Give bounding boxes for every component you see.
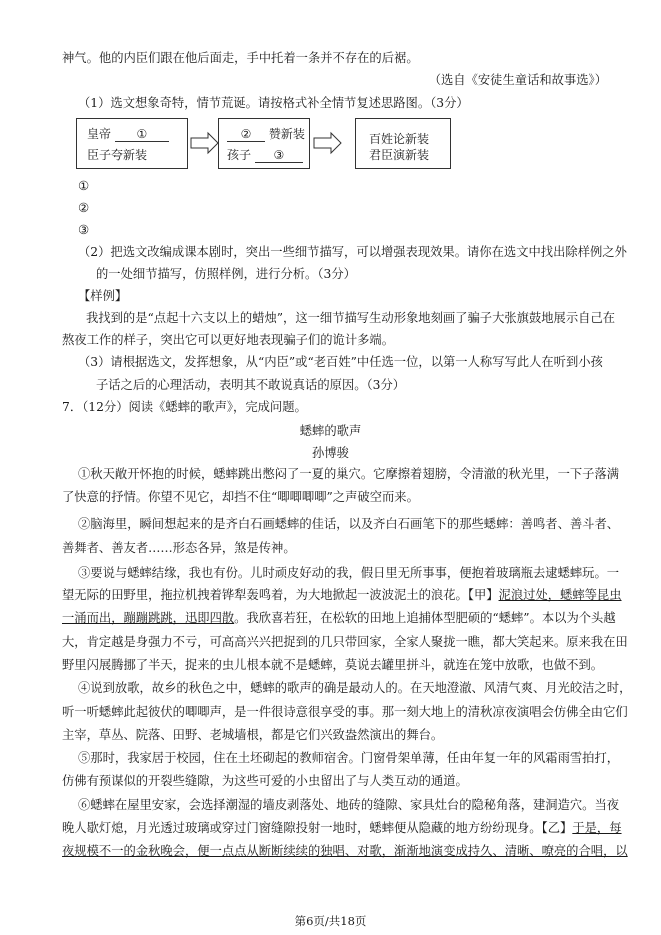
diagram-box-3	[355, 118, 451, 169]
underlined-sentence-jia-cont: 一涌而出，蹦蹦跳跳，迅即四散	[62, 611, 235, 625]
paragraph-3-line2	[62, 587, 622, 604]
arrow-icon	[313, 131, 343, 155]
box2-prefix: 孩子	[227, 148, 252, 162]
question-1: （1）选文想象奇特，情节荒诞。请按格式补全情节复述思路图。（3分）	[78, 96, 469, 110]
box3-line1: 百姓论新装	[369, 132, 430, 146]
box2-line1	[227, 125, 305, 142]
paragraph-3-text: 望无际的田野里，拖拉机拽着铧犁轰鸣着，为大地掀起一波波泥土的浪花。【甲】	[62, 588, 499, 602]
paragraph-6-line2	[62, 820, 622, 837]
arrow-icon	[190, 131, 220, 155]
paragraph-4: ④说到放歌，故乡的秋色之中，蟋蟀的歌声的确是最动人的。在天地澄澈、风清气爽、月光皎洁之时，	[78, 681, 632, 695]
blank-1: ①	[115, 127, 169, 142]
box2-line2	[227, 146, 303, 163]
answer-line-3: ③	[78, 223, 90, 237]
paragraph-3: ③要说与蟋蟀结缘，我也有份。儿时顽皮好动的我，假日里无所事事，便抱着玻璃瓶去逮蟋蟀玩。一	[78, 566, 620, 580]
paragraph-5: ⑤那时，我家居于校园，住在土坯砌起的教师宿舍。门窗骨架单薄，任由年复一年的风霜雨雪拍打，	[78, 751, 620, 765]
blank-3: ③	[255, 148, 303, 163]
underlined-sentence-yi-cont: 夜规模不一的金秋晚会，便一点点从断断续续的独唱、对歌，渐渐地演变成持久、清晰、嘹亮的合唱，以	[62, 844, 628, 858]
answer-line-2: ②	[78, 201, 90, 215]
paragraph-6-text: 晚人歇灯熄，月光透过玻璃或穿过门窗缝隙投射一地时，蟋蟀便从隐藏的地方纷纷现身。【乙】	[62, 821, 573, 835]
box3-line2: 君臣演新装	[369, 148, 430, 162]
paragraph-1: ①秋天敞开怀抱的时候，蟋蟀跳出憋闷了一夏的巢穴。它摩擦着翅膀，令清澈的秋光里，一下子落满	[78, 467, 620, 481]
box2-suffix: 赞新装	[268, 127, 305, 141]
question-3: （3）请根据选文，发挥想象，从“内臣”或“老百姓”中任选一位，以第一人称写写此人在听到小孩	[78, 355, 603, 369]
box1-line2: 臣子夸新装	[87, 148, 148, 162]
sample-text-cont: 熬夜工作的样子，突出它可以更好地表现骗子们的诡计多端。	[62, 333, 395, 347]
box1-line1	[87, 125, 169, 142]
paragraph-3-line3	[62, 610, 616, 627]
paragraph-2-cont: 善舞者、善友者……形态各异，煞是传神。	[62, 541, 296, 555]
sample-tag: 【样例】	[78, 289, 128, 303]
blank-2: ②	[227, 127, 265, 142]
article-author: 孙博骏	[312, 446, 349, 460]
question-2-cont: 的一处细节描写，仿照样例，进行分析。（3分）	[96, 267, 356, 281]
question-2: （2）把选文改编成课本剧时，突出一些细节描写，可以增强表现效果。请你在选文中找出除样例之外	[78, 245, 627, 259]
page-number: 第6页/共18页	[294, 914, 367, 928]
text-line: 神气。他的内臣们跟在他后面走，手中托着一条并不存在的后裾。	[62, 51, 419, 65]
paragraph-3-line4: 大，肯定越是身强力不亏，可高高兴兴把捉到的几只带回家，全家人聚拢一瞧，都大笑起来。原来我在田	[62, 635, 628, 649]
paragraph-6: ⑥蟋蟀在屋里安家，会选择潮湿的墙皮剥落处、地砖的缝隙、家具灶台的隐秘角落，建洞造穴。当夜	[78, 798, 620, 812]
underlined-sentence-yi: 于是，每	[572, 821, 622, 835]
paragraph-3-line5: 野里闪展腾挪了半天，捉来的虫儿根本就不是蟋蟀，莫说去罐里拼斗，就连在笼中放歌，也做不到。	[62, 658, 604, 672]
source-citation: （选自《安徒生童话和故事选》）	[428, 73, 607, 87]
underlined-sentence-jia: 泥浪过处，蟋蟀等昆虫	[498, 588, 622, 602]
question-7: 7．（12分）阅读《蟋蟀的歌声》，完成问题。	[62, 400, 307, 414]
paragraph-4-cont: 听一听蟋蟀此起彼伏的唧唧声，是一件很诗意很享受的事。那一刻大地上的清秋凉夜演唱会仿佛全由它们	[62, 705, 628, 719]
paragraph-5-cont: 仿佛有预谋似的开裂些缝隙，为这些可爱的小虫留出了与人类互动的通道。	[62, 774, 468, 788]
diagram-box-2	[218, 118, 310, 169]
paragraph-3-text: 。我欣喜若狂，在松软的田地上追捕体型肥硕的“蟋蟀”。本以为个头越	[234, 611, 616, 625]
paragraph-2: ②脑海里，瞬间想起来的是齐白石画蟋蟀的佳话，以及齐白石画笔下的那些蟋蟀：善鸣者、善斗者、	[78, 517, 620, 531]
paragraph-4-cont: 主宰，草丛、院落、田野、老城墙根，都是它们兴致盎然演出的舞台。	[62, 728, 444, 742]
paragraph-1-cont: 了快意的抒情。你望不见它，却挡不住“唧唧唧唧”之声破空而来。	[62, 490, 419, 504]
box1-prefix: 皇帝	[87, 127, 112, 141]
answer-line-1: ①	[78, 179, 90, 193]
question-3-cont: 子话之后的心理活动，表明其不敢说真话的原因。（3分）	[96, 378, 406, 392]
diagram-box-1	[76, 118, 188, 169]
sample-text: 我找到的是“点起十六支以上的蜡烛”，这一细节描写生动形象地刻画了骗子大张旗鼓地展示自己在	[86, 311, 616, 325]
article-title: 蟋蟀的歌声	[299, 424, 362, 438]
